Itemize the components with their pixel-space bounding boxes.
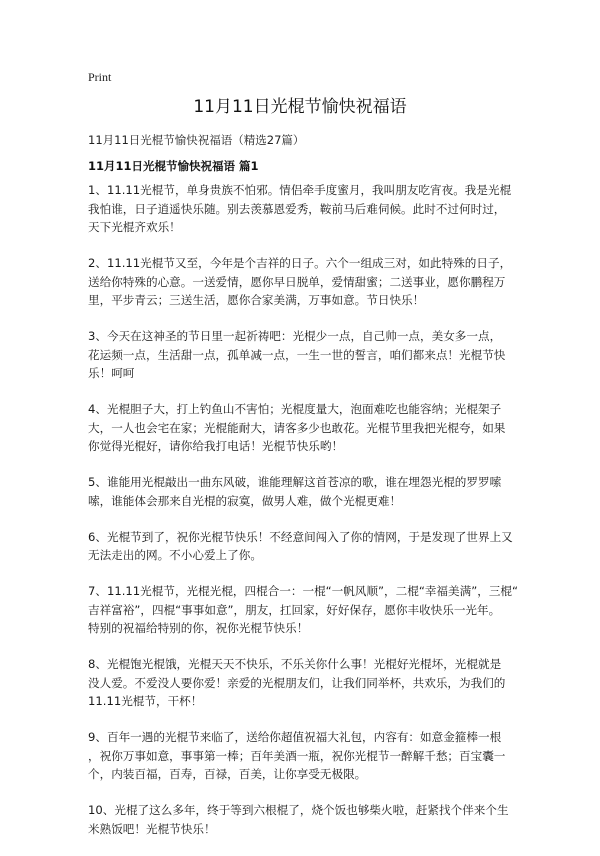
page-title: 11月11日光棍节愉快祝福语 [193,97,407,117]
print-link[interactable]: Print [88,70,112,84]
paragraph-10: 10、光棍了这么多年，终于等到六根棍了，烧个饭也够柴火啦，赶紧找个伴来个生 米熟饭吧！光棍节快乐！ [88,803,509,836]
article-body [88,181,520,856]
paragraph-4: 4、光棍胆子大，打上钓鱼山不害怕；光棍度量大，泡面难吃也能容纳；光棍架子 大，一人也会宅在家；光棍能耐大，请客多少也敢花。光棍节里我把光棍夸，如果 你觉得光棍好，请你给我打电话！光棍节快乐哟！ [88,402,506,453]
paragraph-1: 1、11.11光棍节，单身贵族不怕邪。情侣牵手度蜜月，我叫朋友吃宵夜。我是光棍 我怕谁，日子逍遥快乐随。别去羡慕恩爱秀，鞍前马后难伺候。此时不过何时过， 天下光棍齐欢乐！ [88,183,512,234]
section-heading: 11月11日光棍节愉快祝福语 篇1 [88,159,259,173]
paragraph-8: 8、光棍饱光棍饿，光棍天天不快乐，不乐关你什么事！光棍好光棍坏，光棍就是 没人爱。不爱没人要你爱！亲爱的光棍朋友们，让我们同举杯，共欢乐，为我们的 11.11光棍节，干杯！ [88,657,506,708]
paragraph-7: 7、11.11光棍节，光棍光棍，四棍合一：一棍“一帆风顺”，二棍“幸福美满”，三棍“ 吉祥富裕”，四棍“事事如意”，朋友，扛回家，好好保存，愿你丰收快乐一光年。 特别的祝福给特别的你，祝你光棍节快乐！ [88,584,519,635]
paragraph-5: 5、谁能用光棍敲出一曲东风破，谁能理解这首苍凉的歌，谁在埋怨光棍的罗罗嗦 嗦，谁能体会那来自光棍的寂寞，做男人难，做个光棍更难！ [88,475,502,508]
paragraph-9: 9、百年一遇的光棍节来临了，送给你超值祝福大礼包，内容有：如意金箍棒一根 ，祝你万事如意，事事第一棒；百年美酒一瓶，祝你光棍节一醉解千愁；百宝囊一 个，内装百福，百寿，百禄，百美，让你享受无极限。 [88,730,506,781]
paragraph-2: 2、11.11光棍节又至，今年是个吉祥的日子。六个一组成三对，如此特殊的日子， 送给你特殊的心意。一送爱情，愿你早日脱单，爱情甜蜜；二送事业，愿你鹏程万 里，平步青云；三送生活，愿你合家美满，万事如意。节日快乐！ [88,256,512,307]
page-subtitle: 11月11日光棍节愉快祝福语（精选27篇） [88,133,305,147]
paragraph-3: 3、今天在这神圣的节日里一起祈祷吧：光棍少一点，自己帅一点，美女多一点， 花运频一点，生活甜一点，孤单减一点，一生一世的誓言，咱们都来点！光棍节快 乐！呵呵 [88,329,506,380]
paragraph-6: 6、光棍节到了，祝你光棍节快乐！不经意间闯入了你的情网，于是发现了世界上又 无法走出的网。不小心爱上了你。 [88,529,513,562]
